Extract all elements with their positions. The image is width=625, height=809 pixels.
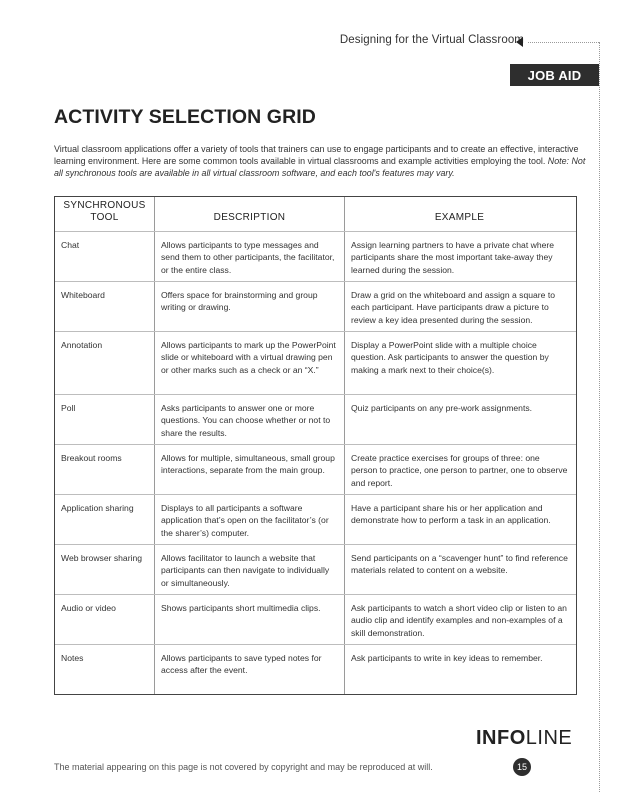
table-row xyxy=(55,645,576,694)
description-cell: Displays to all participants a software application that’s open on the facilitator’s (or the sharer’s) computer. xyxy=(154,495,344,544)
logo-regular: LINE xyxy=(525,727,573,749)
logo-bold: INFO xyxy=(476,727,526,749)
tool-cell: Application sharing xyxy=(61,503,134,513)
description-cell: Allows participants to save typed notes for access after the event. xyxy=(154,645,344,694)
table-row xyxy=(55,232,576,282)
page-title: ACTIVITY SELECTION GRID xyxy=(54,106,316,128)
description-cell: Allows facilitator to launch a website that participants can then navigate to individually or simultaneously. xyxy=(154,545,344,594)
table-row xyxy=(55,495,576,545)
description-cell: Offers space for brainstorming and group writing or drawing. xyxy=(154,282,344,331)
example-cell: Assign learning partners to have a private chat where participants share the most important take-away they learned during the session. xyxy=(344,232,574,281)
table-row xyxy=(55,395,576,445)
example-cell: Create practice exercises for groups of three: one person to practice, one person to partner, one to observe and report. xyxy=(344,445,574,494)
intro-note: Note: Not all synchronous tools are available in all virtual classroom software, and each tool's features may vary. xyxy=(54,156,586,178)
arrow-left-icon xyxy=(516,37,523,47)
example-cell: Quiz participants on any pre-work assignments. xyxy=(344,395,574,444)
tool-cell: Whiteboard xyxy=(61,290,105,300)
description-cell: Allows for multiple, simultaneous, small group interactions, separate from the main group. xyxy=(154,445,344,494)
running-head: Designing for the Virtual Classroom xyxy=(339,34,524,46)
description-cell: Shows participants short multimedia clips. xyxy=(154,595,344,644)
tool-cell: Annotation xyxy=(61,340,103,350)
table-row xyxy=(55,282,576,332)
intro-text: Virtual classroom applications offer a variety of tools that trainers can use to engage participants and to create an effective, interactive learning environment. Here are some common tools available in virtual classrooms and example activities employing the tool. xyxy=(54,144,579,166)
infoline-logo xyxy=(476,727,572,750)
tool-cell: Breakout rooms xyxy=(61,453,122,463)
page-number: 15 xyxy=(513,758,531,776)
example-cell: Send participants on a “scavenger hunt” to find reference materials related to content on a website. xyxy=(344,545,574,594)
tool-cell: Chat xyxy=(61,240,80,250)
table-header-row xyxy=(55,197,576,232)
tool-cell: Notes xyxy=(61,653,84,663)
intro-paragraph xyxy=(54,143,590,179)
table-row xyxy=(55,595,576,645)
tool-cell: Audio or video xyxy=(61,603,116,613)
example-cell: Display a PowerPoint slide with a multiple choice question. Ask participants to answer the question by making a mark next to their choice(s). xyxy=(344,332,574,394)
table-row xyxy=(55,545,576,595)
example-cell: Ask participants to watch a short video clip or listen to an audio clip and identify examples and non-examples of a skill demonstration. xyxy=(344,595,574,644)
column-header-description: DESCRIPTION xyxy=(154,197,344,231)
column-header-tool: SYNCHRONOUS TOOL xyxy=(63,200,146,223)
description-cell: Allows participants to mark up the PowerPoint slide or whiteboard with a virtual drawing pen or other marks such as a check or an “X.” xyxy=(154,332,344,394)
column-header-example: EXAMPLE xyxy=(344,197,574,231)
table-row xyxy=(55,332,576,395)
table-row xyxy=(55,445,576,495)
job-aid-badge: JOB AID xyxy=(510,64,599,86)
tool-cell: Poll xyxy=(61,403,76,413)
example-cell: Have a participant share his or her application and demonstrate how to perform a task in an application. xyxy=(344,495,574,544)
description-cell: Asks participants to answer one or more questions. You can choose whether or not to share the results. xyxy=(154,395,344,444)
footer-copyright-note: The material appearing on this page is not covered by copyright and may be reproduced at will. xyxy=(54,762,433,772)
tool-cell: Web browser sharing xyxy=(61,553,143,563)
example-cell: Ask participants to write in key ideas to remember. xyxy=(344,645,574,694)
example-cell: Draw a grid on the whiteboard and assign a square to each participant. Have participants draw a picture to review a key idea presented during the session. xyxy=(344,282,574,331)
activity-selection-grid xyxy=(54,196,577,695)
description-cell: Allows participants to type messages and send them to other participants, the facilitator, or the entire class. xyxy=(154,232,344,281)
page-edge-rule xyxy=(599,42,600,792)
header-dotted-rule xyxy=(528,42,599,43)
